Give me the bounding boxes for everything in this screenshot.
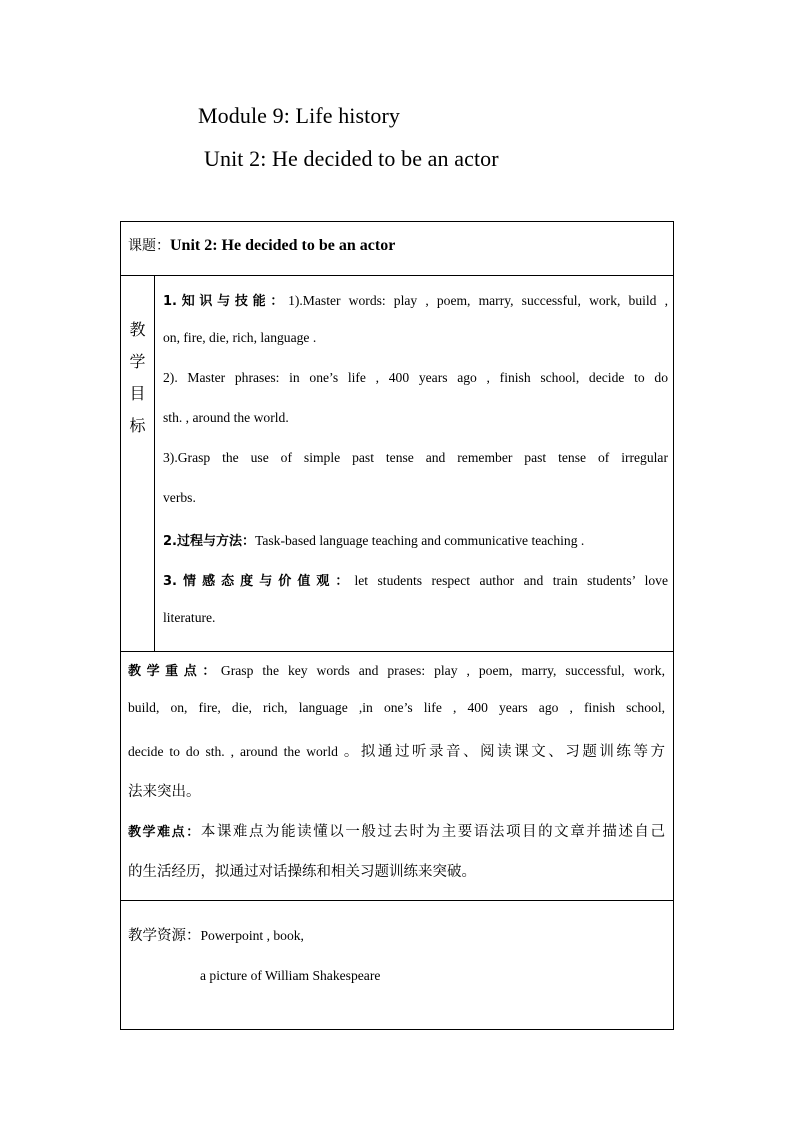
goals-row xyxy=(121,276,674,652)
emotion-line-2: literature. xyxy=(163,610,216,625)
goals-side-cell xyxy=(121,276,155,652)
difficulty-text: 本课难点为能读懂以一般过去时为主要语法项目的文章并描述自己 xyxy=(200,824,665,840)
key-text: Grasp the key words and prases: play , poem, marry, successful, work, xyxy=(220,663,665,678)
topic-row xyxy=(121,222,674,276)
side-char: 目 xyxy=(129,384,146,403)
goal-line: sth. , around the world. xyxy=(163,410,289,425)
process-text: Task-based language teaching and communicative teaching . xyxy=(254,533,585,548)
topic-value: Unit 2: He decided to be an actor xyxy=(170,237,396,254)
knowledge-label: 1.知识与技能： xyxy=(163,294,289,309)
key-line: 法来突出。 xyxy=(128,784,201,800)
emotion-line xyxy=(163,570,668,610)
key-text: decide to do sth. , around the world xyxy=(128,744,338,759)
emotion-text: let students respect author and train students’ love xyxy=(354,573,669,588)
focus-row xyxy=(121,652,674,901)
emotion-label: 3.情感态度与价值观： xyxy=(163,574,355,589)
unit-title: Unit 2: He decided to be an actor xyxy=(204,146,499,171)
key-line: build, on, fire, die, rich, language ,in one’s life , 400 years ago , finish school, xyxy=(128,700,665,715)
goal-line: on, fire, die, rich, language . xyxy=(163,330,317,345)
resources-row xyxy=(121,901,674,1030)
resources-cell xyxy=(121,901,674,1030)
key-cn-text: 。拟通过听录音、阅读课文、习题训练等方 xyxy=(343,744,665,760)
module-title: Module 9: Life history xyxy=(198,103,401,128)
goal-text: 1).Master words: play , poem, marry, successful, work, build , xyxy=(288,293,668,308)
topic-cell xyxy=(121,222,674,276)
topic-label: 课题： xyxy=(128,238,170,254)
difficulty-label: 教学难点： xyxy=(128,825,201,840)
difficulty-line xyxy=(128,820,665,860)
goal-line: 2). Master phrases: in one’s life , 400 years ago , finish school, decide to do xyxy=(163,370,668,385)
goal-line: 3).Grasp the use of simple past tense and remember past tense of irregular xyxy=(163,450,668,465)
goals-side-label xyxy=(121,276,154,442)
process-line xyxy=(163,530,668,570)
lesson-plan-table xyxy=(120,221,674,1030)
resources-line-2: a picture of William Shakespeare xyxy=(200,968,381,983)
goals-content xyxy=(155,276,674,652)
side-char: 教 xyxy=(129,320,146,339)
difficulty-line: 的生活经历，拟通过对话操练和相关习题训练来突破。 xyxy=(128,864,476,880)
side-char: 学 xyxy=(129,352,146,371)
key-line xyxy=(128,660,665,700)
resources-text: Powerpoint , book, xyxy=(200,928,304,943)
goal-line: verbs. xyxy=(163,490,196,505)
side-char: 标 xyxy=(129,416,146,435)
key-points-label: 教学重点： xyxy=(128,664,221,679)
resources-label: 教学资源： xyxy=(128,928,201,944)
key-line xyxy=(128,740,665,780)
process-label: 2.过程与方法： xyxy=(163,534,255,549)
goal-line xyxy=(163,290,668,330)
focus-cell xyxy=(121,652,674,901)
resources-line xyxy=(121,901,673,945)
